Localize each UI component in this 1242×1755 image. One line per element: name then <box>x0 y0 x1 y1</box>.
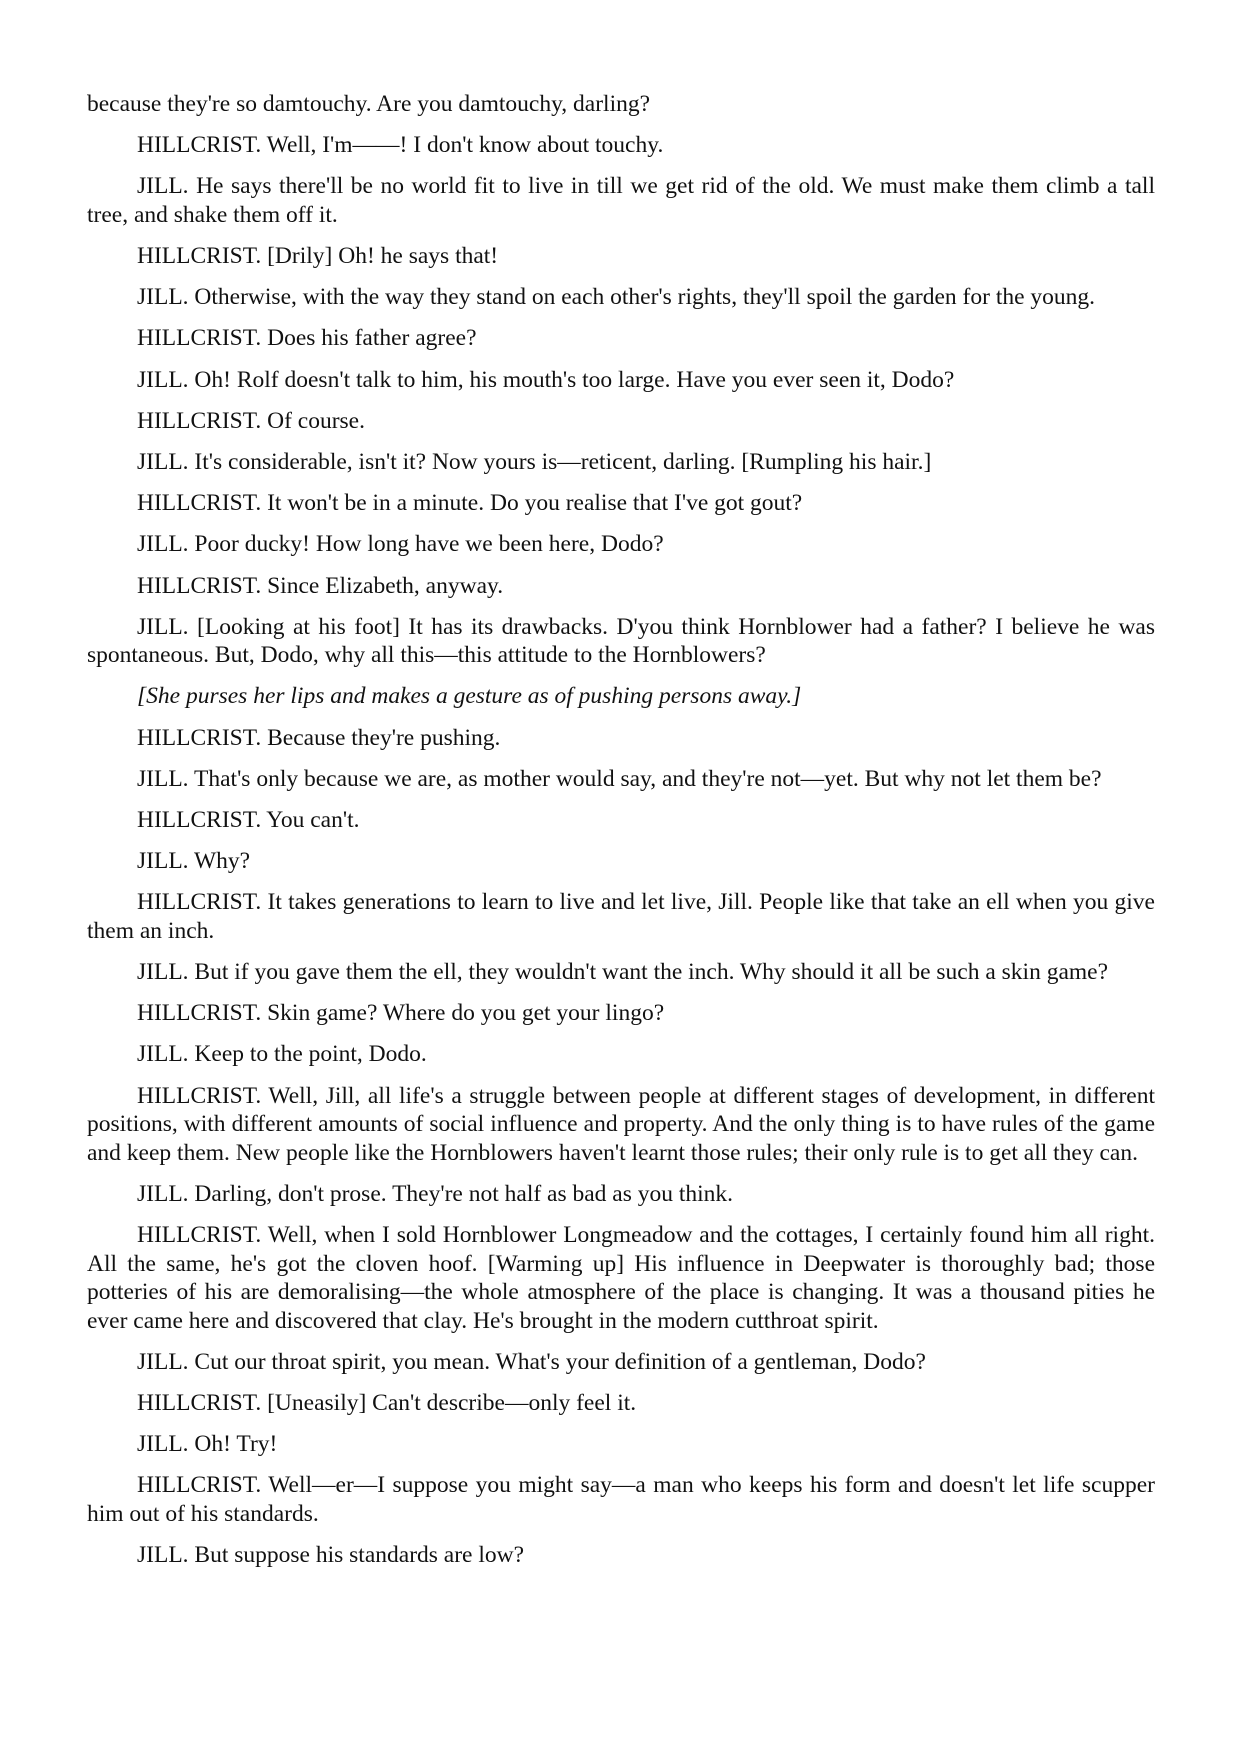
dialogue-line: JILL. Keep to the point, Dodo. <box>137 1041 427 1068</box>
dialogue-line: HILLCRIST. Skin game? Where do you get your lingo? <box>137 1000 665 1027</box>
dialogue-line: JILL. It's considerable, isn't it? Now yours is—reticent, darling. [Rumpling his hair.] <box>137 449 932 475</box>
dialogue-line: JILL. But if you gave them the ell, they wouldn't want the inch. Why should it all be such a skin game? <box>137 959 1109 986</box>
dialogue-line: HILLCRIST. Well, Jill, all life's a struggle between people at different stages of development, in different positions, with different amounts of social influence and property. And the only thing is to have rules of the game and keep them. New people like the Hornblowers haven't learnt those rules; their only rule is to get all they can. <box>87 1082 1155 1166</box>
stage-direction: [She purses her lips and makes a gesture as of pushing persons away.] <box>137 683 802 710</box>
dialogue-line: JILL. Why? <box>137 848 251 875</box>
document-page <box>87 90 1155 1582</box>
dialogue-line: HILLCRIST. It won't be in a minute. Do you realise that I've got gout? <box>137 490 803 517</box>
dialogue-line: JILL. Poor ducky! How long have we been here, Dodo? <box>137 531 664 558</box>
dialogue-line: HILLCRIST. [Drily] Oh! he says that! <box>137 243 499 270</box>
dialogue-line: HILLCRIST. Of course. <box>137 407 365 434</box>
dialogue-line: JILL. Darling, don't prose. They're not half as bad as you think. <box>137 1180 734 1207</box>
dialogue-line: HILLCRIST. Well—er—I suppose you might say—a man who keeps his form and doesn't let life scupper him out of his standards. <box>87 1472 1155 1527</box>
dialogue-line: JILL. Otherwise, with the way they stand on each other's rights, they'll spoil the garden for the young. <box>137 284 1096 311</box>
dialogue-line: HILLCRIST. Does his father agree? <box>137 325 477 352</box>
paragraph-continuation: because they're so damtouchy. Are you damtouchy, darling? <box>87 91 651 117</box>
dialogue-line: HILLCRIST. Well, when I sold Hornblower Longmeadow and the cottages, I certainly found him all right. All the same, he's got the cloven hoof. [Warming up] His influence in Deepwater is thoroughly bad; those potteries of his are demoralising—the whole atmosphere of the place is changing. It was a thousand pities he ever came here and discovered that clay. He's brought in the modern cutthroat spirit. <box>87 1222 1155 1334</box>
dialogue-line: HILLCRIST. Well, I'm——! I don't know about touchy. <box>137 132 664 159</box>
dialogue-line: JILL. That's only because we are, as mother would say, and they're not—yet. But why not let them be? <box>137 765 1102 792</box>
dialogue-line: HILLCRIST. Because they're pushing. <box>137 724 501 751</box>
dialogue-line: HILLCRIST. It takes generations to learn to live and let live, Jill. People like that take an ell when you give them an inch. <box>87 889 1155 944</box>
dialogue-line: JILL. [Looking at his foot] It has its drawbacks. D'you think Hornblower had a father? I believe he was spontaneous. But, Dodo, why all this—this attitude to the Hornblowers? <box>87 613 1155 669</box>
dialogue-line: HILLCRIST. [Uneasily] Can't describe—only feel it. <box>137 1389 637 1416</box>
dialogue-line: JILL. Oh! Try! <box>137 1431 278 1458</box>
dialogue-line: HILLCRIST. Since Elizabeth, anyway. <box>137 572 504 599</box>
dialogue-line: JILL. He says there'll be no world fit to live in till we get rid of the old. We must make them climb a tall tree, and shake them off it. <box>87 173 1155 228</box>
dialogue-line: HILLCRIST. You can't. <box>137 807 360 833</box>
dialogue-line: JILL. But suppose his standards are low? <box>137 1541 525 1568</box>
dialogue-line: JILL. Oh! Rolf doesn't talk to him, his mouth's too large. Have you ever seen it, Dodo? <box>137 366 955 393</box>
dialogue-line: JILL. Cut our throat spirit, you mean. What's your definition of a gentleman, Dodo? <box>137 1348 926 1375</box>
